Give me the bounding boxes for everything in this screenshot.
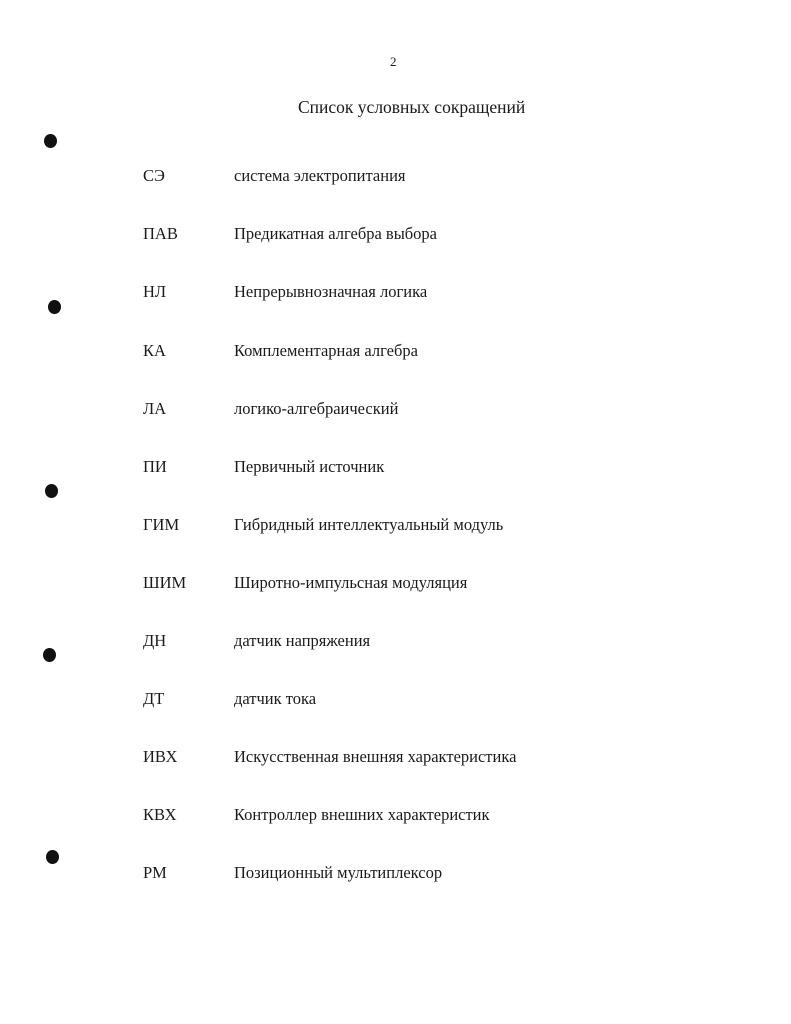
abbreviation-row [0,282,791,304]
abbreviation-definition: Первичный источник [234,457,385,476]
abbreviation-row [0,166,791,188]
abbreviation-definition: Непрерывнозначная логика [234,282,428,301]
abbreviation-code: ГИМ [143,515,180,534]
abbreviation-definition: Искусственная внешняя характеристика [234,747,517,766]
abbreviation-definition: Предикатная алгебра выбора [234,224,438,243]
abbreviation-definition: Комплементарная алгебра [234,341,418,360]
abbreviation-code: ЛА [143,399,167,418]
abbreviation-row [0,515,791,537]
abbreviation-code: ИВХ [143,747,178,766]
abbreviation-definition: Гибридный интеллектуальный модуль [234,515,504,534]
abbreviation-row [0,573,791,595]
abbreviation-code: ПИ [143,457,167,476]
abbreviation-definition: датчик напряжения [234,631,371,650]
abbreviation-definition: Контроллер внешних характеристик [234,805,490,824]
abbreviation-code: КВХ [143,805,177,824]
punch-hole-mark [45,484,58,498]
abbreviation-code: РМ [143,863,167,882]
page-title: Список условных сокращений [298,97,526,117]
abbreviation-definition: Широтно-импульсная модуляция [234,573,468,592]
punch-hole-mark [44,134,57,148]
page-number: 2 [390,54,397,69]
abbreviation-definition: система электропитания [234,166,406,185]
abbreviation-code: СЭ [143,166,165,185]
abbreviation-row [0,224,791,246]
abbreviation-row [0,747,791,769]
punch-hole-mark [46,850,59,864]
abbreviation-code: НЛ [143,282,167,301]
abbreviation-code: КА [143,341,166,360]
abbreviation-code: ДН [143,631,167,650]
abbreviation-code: ШИМ [143,573,187,592]
abbreviation-row [0,341,791,363]
abbreviation-row [0,457,791,479]
abbreviation-definition: Позиционный мультиплексор [234,863,443,882]
abbreviation-row [0,805,791,827]
abbreviation-row [0,631,791,653]
abbreviation-definition: датчик тока [234,689,317,708]
abbreviation-row [0,863,791,885]
abbreviation-code: ДТ [143,689,165,708]
abbreviation-row [0,689,791,711]
abbreviation-code: ПАВ [143,224,178,243]
abbreviation-definition: логико-алгебраический [234,399,399,418]
abbreviation-row [0,399,791,421]
